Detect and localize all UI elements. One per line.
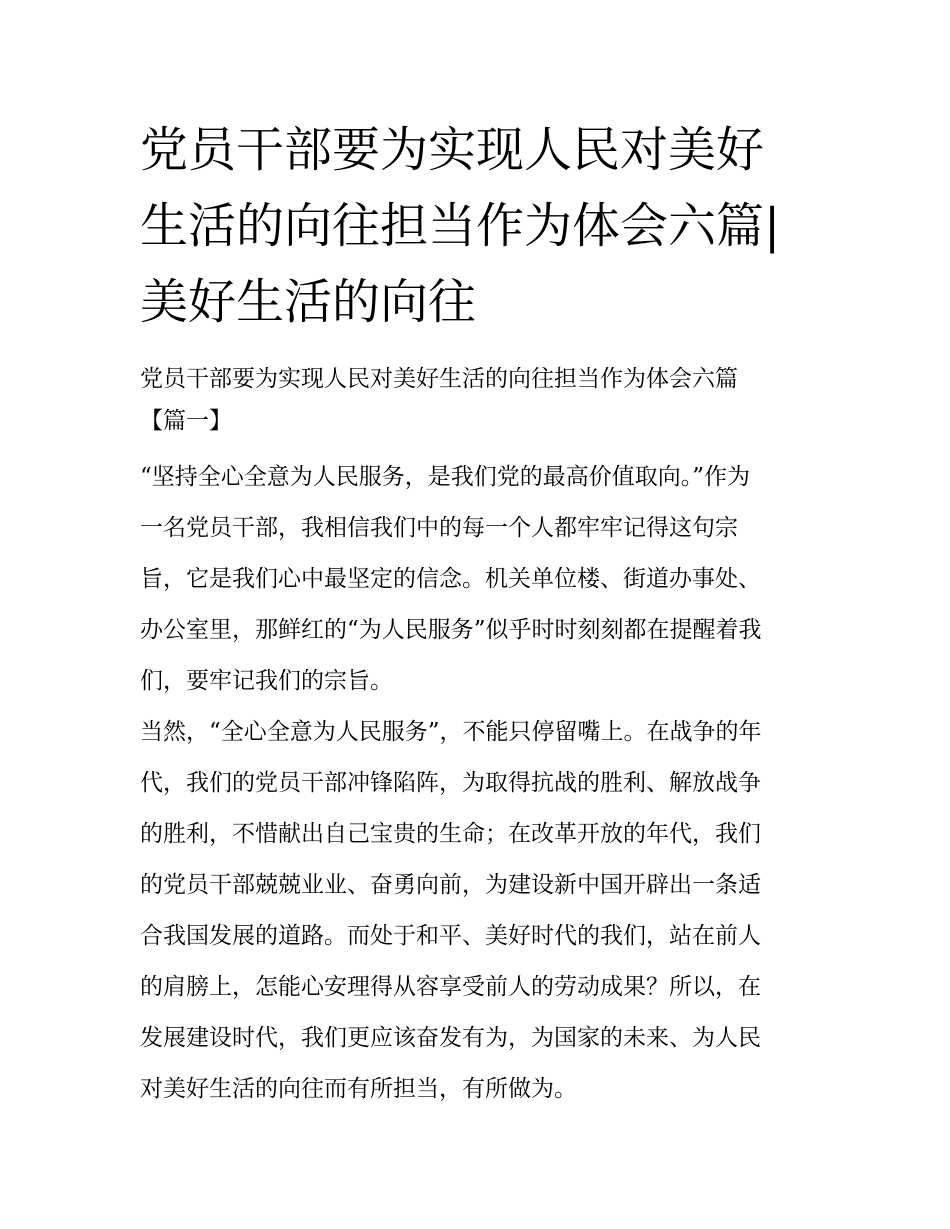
- title-line-2: 生活的向往担当作为体会六篇|: [140, 198, 781, 254]
- paragraph-line: 旨，它是我们心中最坚定的信念。机关单位楼、街道办事处、: [140, 566, 761, 592]
- paragraph-line: 办公室里，那鲜红的“为人民服务”似乎时时刻刻都在提醒着我: [140, 617, 762, 643]
- paragraph-line: 一名党员干部，我相信我们中的每一个人都牢牢记得这句宗: [140, 515, 738, 541]
- paragraph-line: 代，我们的党员干部冲锋陷阵，为取得抗战的胜利、解放战争: [140, 770, 761, 796]
- document-body: [140, 452, 815, 1115]
- title-line-3: 美好生活的向往: [140, 274, 477, 330]
- document-subtitle: 党员干部要为实现人民对美好生活的向往担当作为体会六篇: [140, 366, 738, 392]
- paragraph-line: 当然，“全心全意为人民服务”，不能只停留嘴上。在战争的年: [140, 719, 762, 745]
- paragraph-line: 的肩膀上，怎能心安理得从容享受前人的劳动成果？所以，在: [140, 974, 761, 1000]
- paragraph-line: 合我国发展的道路。而处于和平、美好时代的我们，站在前人: [140, 923, 761, 949]
- paragraph-line: 的党员干部兢兢业业、奋勇向前，为建设新中国开辟出一条适: [140, 872, 761, 898]
- paragraph-line: 对美好生活的向往而有所担当，有所做为。: [140, 1076, 577, 1102]
- section-label: 【篇一】: [140, 408, 232, 434]
- paragraph-2: [140, 707, 815, 1115]
- document-title: [140, 112, 815, 340]
- title-line-1: 党员干部要为实现人民对美好: [140, 122, 765, 178]
- paragraph-line: 发展建设时代，我们更应该奋发有为，为国家的未来、为人民: [140, 1025, 761, 1051]
- document-page: [140, 112, 815, 1115]
- paragraph-1: [140, 452, 815, 707]
- paragraph-line: 们，要牢记我们的宗旨。: [140, 668, 393, 694]
- paragraph-line: 的胜利，不惜献出自己宝贵的生命；在改革开放的年代，我们: [140, 821, 761, 847]
- paragraph-line: “坚持全心全意为人民服务，是我们党的最高价值取向。”作为: [140, 464, 751, 490]
